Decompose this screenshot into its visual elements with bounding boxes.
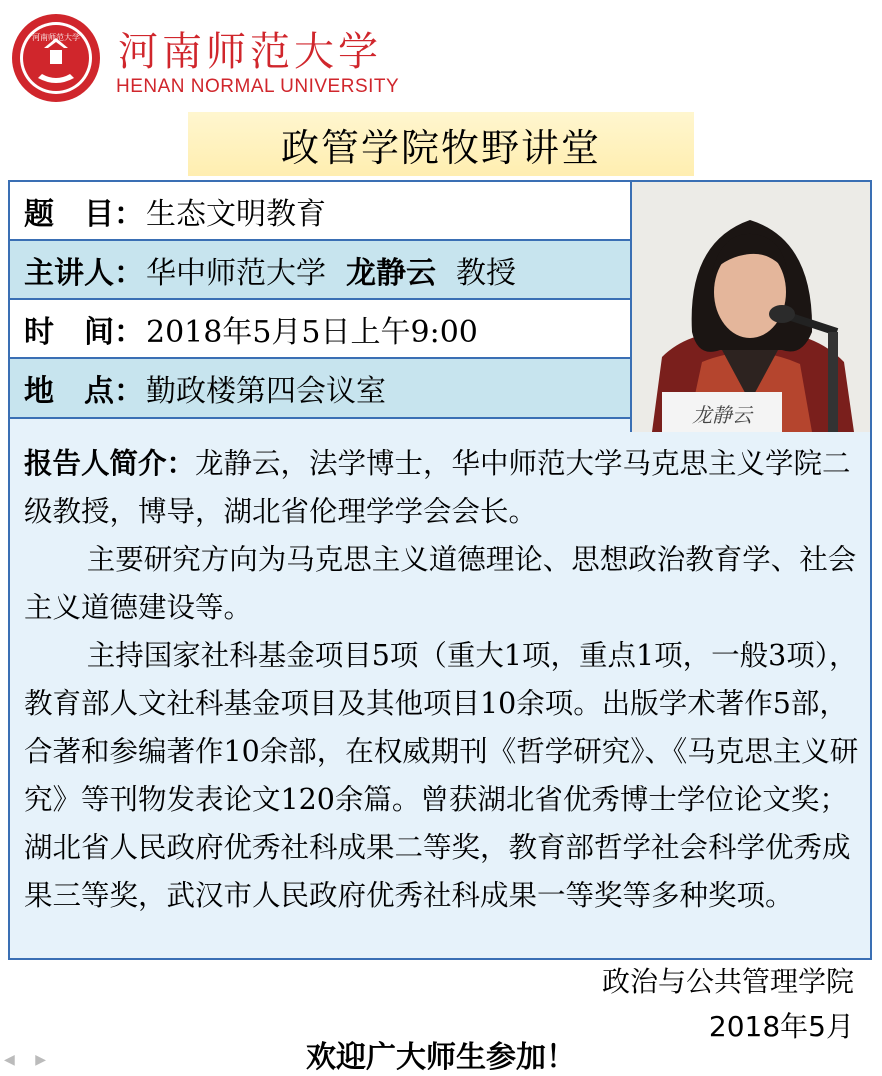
slide-nav-arrows-icon[interactable]: ◀ ▶ <box>4 1052 54 1068</box>
place-row <box>10 359 630 419</box>
topic-value: 生态文明教育 <box>146 196 326 232</box>
speaker-biography <box>24 440 866 920</box>
university-name-en: HENAN NORMAL UNIVERSITY <box>116 76 400 97</box>
bio-paragraph-2: 主要研究方向为马克思主义道德理论、思想政治教育学、社会主义道德建设等。 <box>24 543 857 624</box>
topic-row <box>10 182 630 241</box>
time-label: 时 间： <box>24 314 144 350</box>
seal-lettering: 河南师范大学 <box>32 33 80 42</box>
organizer: 政治与公共管理学院 <box>601 965 854 998</box>
university-logo <box>6 6 426 102</box>
topic-label: 题 目： <box>24 196 144 232</box>
bio-paragraph-1 <box>24 440 866 536</box>
time-value: 2018年5月5日上午9:00 <box>146 314 478 350</box>
speaker-org: 华中师范大学 <box>146 255 326 291</box>
university-name-cn: 河南师范大学 <box>118 29 382 75</box>
place-label: 地 点： <box>24 374 144 409</box>
photo-caption: 龙静云 <box>692 403 752 427</box>
speaker-title: 教授 <box>456 255 516 291</box>
time-row <box>10 300 630 359</box>
university-seal-icon <box>10 12 102 104</box>
welcome-message: 欢迎广大师生参加！ <box>306 1040 576 1075</box>
lecture-info-panel <box>8 180 872 960</box>
bio-lead-label: 报告人简介： <box>24 447 196 480</box>
speaker-label: 主讲人： <box>24 255 144 291</box>
speaker-photo <box>630 182 870 432</box>
publish-date: 2018年5月 <box>708 1010 854 1043</box>
lecture-series-title: 政管学院牧野讲堂 <box>188 112 694 176</box>
bio-p1-text: 龙静云，法学博士，华中师范大学马克思主义学院二级教授，博导，湖北省伦理学学会会长。 <box>24 447 851 528</box>
place-value: 勤政楼第四会议室 <box>146 374 386 409</box>
speaker-portrait-image <box>632 182 870 432</box>
speaker-name: 龙静云 <box>346 255 436 291</box>
speaker-row <box>10 241 630 300</box>
bio-paragraph-3: 主持国家社科基金项目5项（重大1项，重点1项，一般3项），教育部人文社科基金项目及其他项目10余项。出版学术著作5部，合著和参编著作10余部，在权威期刊《哲学研究》、《马克思主义研究》等刊物发表论文120余篇。曾获湖北省优秀博士学位论文奖；湖北省人民政府优秀社科成果二等奖，教育部哲学社会科学优秀成果三等奖，武汉市人民政府优秀社科成果一等奖等多种奖项。 <box>24 639 859 912</box>
